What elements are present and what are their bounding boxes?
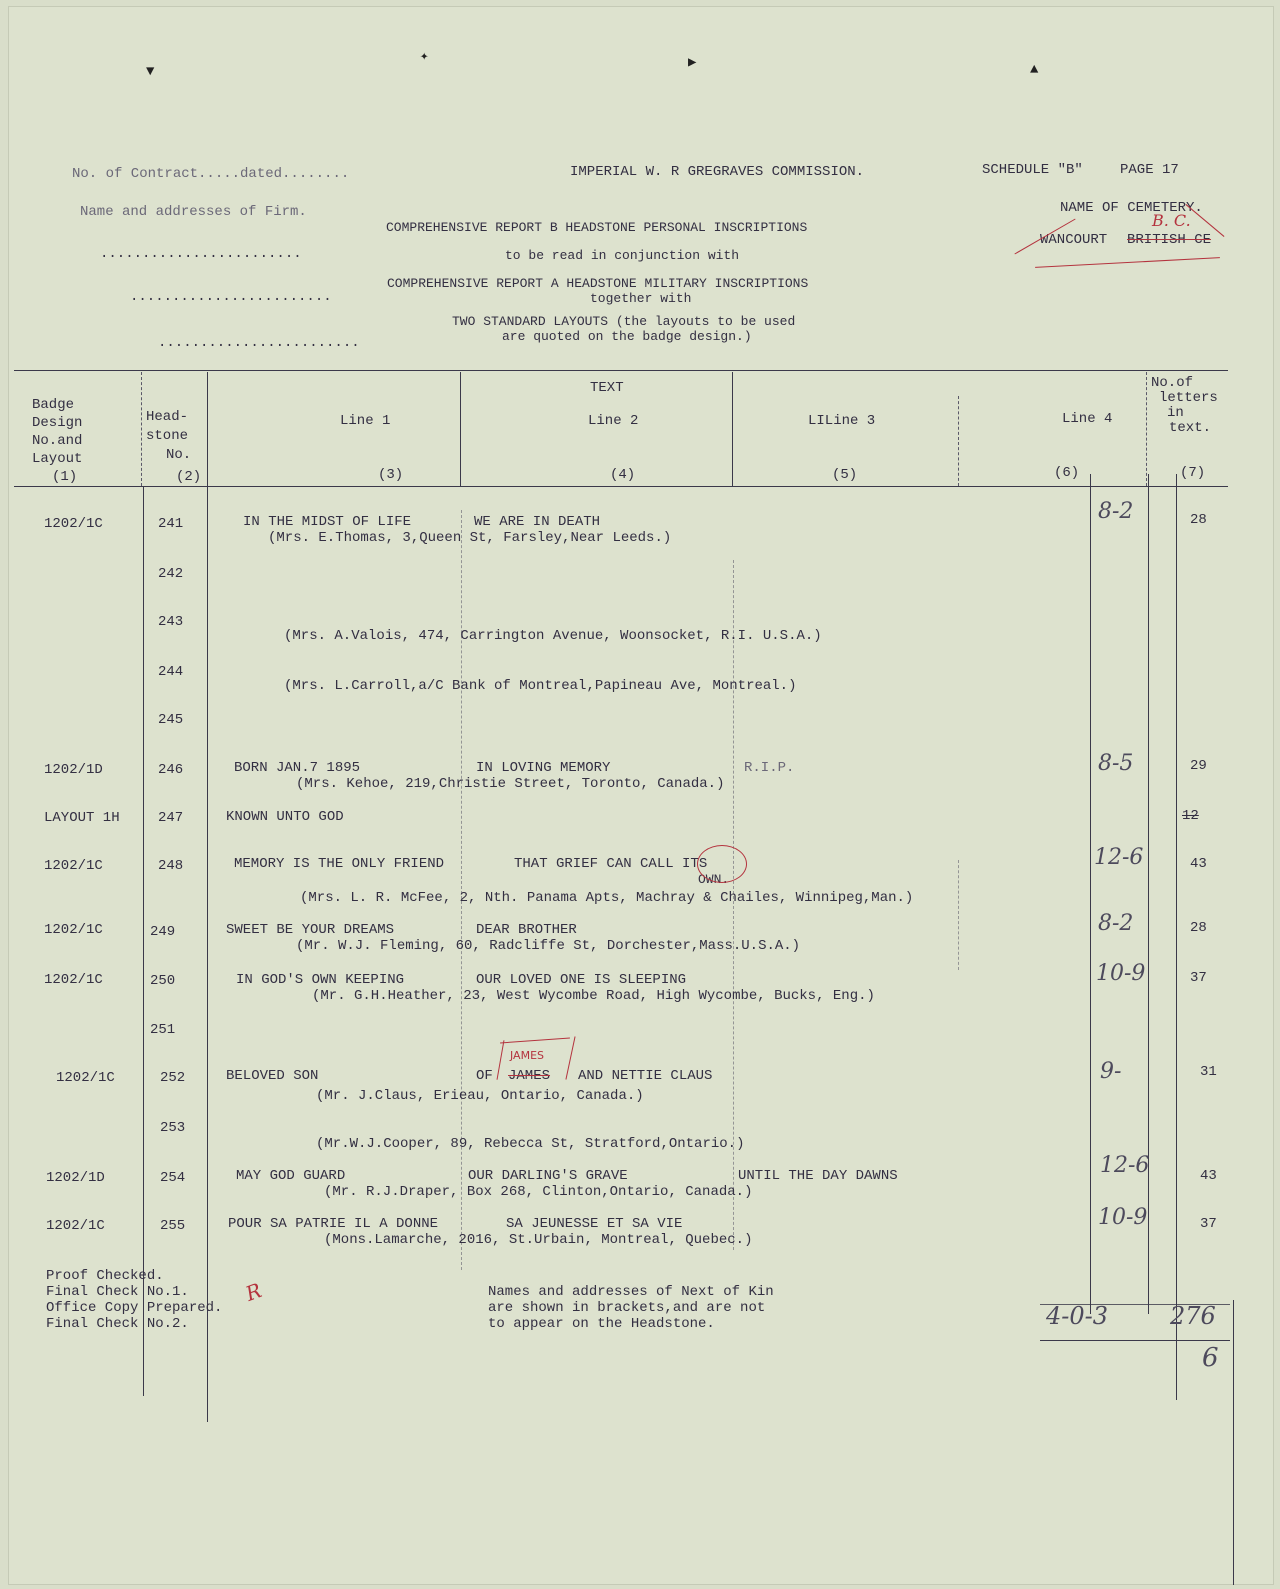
inscription-line1: MAY GOD GUARD — [236, 1168, 346, 1184]
inscription-line1: IN GOD'S OWN KEEPING — [236, 972, 405, 988]
badge-design: 1202/1D — [46, 1170, 105, 1186]
col-divider — [1176, 474, 1177, 1400]
letter-count: 37 — [1190, 970, 1207, 986]
inscription-line2: AND NETTIE CLAUS — [578, 1068, 713, 1084]
inscription-line1: BELOVED SON — [226, 1068, 319, 1084]
inscription-line3: UNTIL THE DAY DAWNS — [738, 1168, 898, 1184]
handwritten-count: 8-5 — [1098, 751, 1134, 776]
headstone-number: 255 — [160, 1218, 186, 1234]
handwritten-count: 10-9 — [1098, 1205, 1148, 1230]
badge-design: 1202/1C — [46, 1218, 105, 1234]
badge-col-num: (1) — [52, 469, 78, 485]
headstone-number: 248 — [158, 858, 184, 874]
red-initials: R — [242, 1278, 265, 1306]
badge-design: LAYOUT 1H — [44, 810, 120, 826]
inscription-line1: POUR SA PATRIE IL A DONNE — [228, 1216, 439, 1232]
col-divider — [143, 486, 144, 1396]
letter-count: 37 — [1200, 1216, 1217, 1232]
headstone-number: 254 — [160, 1170, 186, 1186]
badge-design: 1202/1C — [44, 516, 103, 532]
headstone-number: 247 — [158, 810, 184, 826]
handwritten-count: 8-2 — [1098, 499, 1134, 524]
headstone-number: 245 — [158, 712, 184, 728]
cemetery-correction: B. C. — [1152, 211, 1191, 230]
layouts-note-2: are quoted on the badge design.) — [502, 329, 752, 344]
next-of-kin-address: (Mrs. E.Thomas, 3,Queen St, Farsley,Near Leeds.) — [268, 530, 672, 546]
inscription-line1: BORN JAN.7 1895 — [234, 760, 361, 776]
handwritten-extra: 6 — [1202, 1343, 1219, 1373]
col-divider — [1146, 372, 1147, 486]
inscription-line1: KNOWN UNTO GOD — [226, 809, 344, 825]
col-divider — [207, 372, 208, 1422]
line3-header: LILine 3 — [808, 413, 876, 429]
table-top-rule — [14, 370, 1228, 371]
handwritten-count: 12-6 — [1094, 845, 1144, 870]
headstone-number: 252 — [160, 1070, 186, 1086]
handwritten-count: 9- — [1100, 1059, 1122, 1084]
letter-count: 28 — [1190, 512, 1207, 528]
line3-col-num: (5) — [832, 467, 858, 483]
handwritten-count: 10-9 — [1096, 961, 1146, 986]
col-divider — [958, 396, 959, 486]
headstone-number: 246 — [158, 762, 184, 778]
total-rule — [1040, 1340, 1230, 1341]
headstone-number: 242 — [158, 566, 184, 582]
contract-line: No. of Contract.....dated........ — [72, 166, 350, 182]
line4-header: Line 4 — [1062, 411, 1113, 427]
letters-col-num: (7) — [1180, 465, 1206, 481]
inscription-line2: THAT GRIEF CAN CALL ITS — [514, 856, 708, 872]
badge-design: 1202/1D — [44, 762, 103, 778]
letter-count: 43 — [1190, 856, 1207, 872]
col-divider — [1148, 474, 1149, 1314]
headstone-number: 251 — [150, 1022, 176, 1038]
inscription-line2: OUR DARLING'S GRAVE — [468, 1168, 628, 1184]
next-of-kin-address: (Mrs. L.Carroll,a/C Bank of Montreal,Papineau Ave, Montreal.) — [284, 678, 797, 694]
headstone-col-num: (2) — [176, 469, 202, 485]
inscription-line1: MEMORY IS THE ONLY FRIEND — [234, 856, 445, 872]
next-of-kin-address: (Mr. J.Claus, Erieau, Ontario, Canada.) — [316, 1088, 644, 1104]
letter-count: 43 — [1200, 1168, 1217, 1184]
col-divider — [732, 372, 733, 486]
headstone-header: Head- stone No. — [146, 409, 192, 463]
col-divider — [958, 860, 959, 970]
report-b-title: COMPREHENSIVE REPORT B HEADSTONE PERSONAL INSCRIPTIONS — [386, 220, 808, 235]
punch-mark: ▲ — [1030, 62, 1039, 78]
handwritten-count: 8-2 — [1098, 911, 1134, 936]
inscription-line2: DEAR BROTHER — [476, 922, 577, 938]
inscription-line2: WE ARE IN DEATH — [474, 514, 601, 530]
total-letter-count: 276 — [1170, 1302, 1216, 1330]
badge-design: 1202/1C — [44, 858, 103, 874]
badge-design: 1202/1C — [56, 1070, 115, 1086]
inscription-line2: IN LOVING MEMORY — [476, 760, 611, 776]
letter-count: 12 — [1182, 808, 1199, 824]
line2-col-num: (4) — [610, 467, 636, 483]
next-of-kin-address: (Mr. G.H.Heather, 23, West Wycombe Road, High Wycombe, Bucks, Eng.) — [312, 988, 875, 1004]
inscription-line2: SA JEUNESSE ET SA VIE — [506, 1216, 683, 1232]
next-of-kin-address: (Mrs. A.Valois, 474, Carrington Avenue, Woonsocket, R.I. U.S.A.) — [284, 628, 822, 644]
headstone-number: 253 — [160, 1120, 186, 1136]
next-of-kin-address: (Mrs. Kehoe, 219,Christie Street, Toronto, Canada.) — [296, 776, 725, 792]
check-list: Proof Checked. Final Check No.1. Office Copy Prepared. Final Check No.2. — [46, 1268, 223, 1332]
page-number: PAGE 17 — [1120, 162, 1179, 178]
firm-dots-2: ........................ — [130, 289, 332, 305]
next-of-kin-address: (Mr. R.J.Draper, Box 268, Clinton,Ontario, Canada.) — [324, 1184, 753, 1200]
inscription-line2-prefix: OF — [476, 1068, 493, 1084]
text-header: TEXT — [590, 380, 624, 396]
inscription-line2-continued: OWN. — [698, 872, 730, 887]
headstone-number: 241 — [158, 516, 184, 532]
col-divider — [1233, 1300, 1234, 1585]
firm-dots-3: ........................ — [158, 335, 360, 351]
kin-note: Names and addresses of Next of Kin are shown in brackets,and are not to appear on the Headstone. — [488, 1284, 774, 1332]
headstone-number: 243 — [158, 614, 184, 630]
letters-header: No.of letters in text. — [1151, 375, 1218, 436]
punch-mark: ▶ — [688, 55, 697, 71]
next-of-kin-address: (Mr.W.J.Cooper, 89, Rebecca St, Stratford,Ontario.) — [316, 1136, 745, 1152]
table-header-rule — [14, 486, 1228, 487]
firm-dots-1: ........................ — [100, 246, 302, 262]
cemetery-name: WANCOURT — [1040, 232, 1108, 248]
next-of-kin-address: (Mr. W.J. Fleming, 60, Radcliffe St, Dorchester,Mass.U.S.A.) — [296, 938, 801, 954]
line1-header: Line 1 — [340, 413, 391, 429]
col-divider — [141, 372, 142, 486]
read-with: to be read in conjunction with — [505, 248, 740, 263]
handwritten-count: 12-6 — [1100, 1153, 1150, 1178]
handwritten-total: 4-0-3 — [1046, 1302, 1109, 1330]
inscription-line1: SWEET BE YOUR DREAMS — [226, 922, 395, 938]
line2-header: Line 2 — [588, 413, 639, 429]
cemetery-label: NAME OF CEMETERY. — [1060, 200, 1203, 216]
inscription-line2: OUR LOVED ONE IS SLEEPING — [476, 972, 687, 988]
headstone-number: 244 — [158, 664, 184, 680]
inscription-struck-word: JAMES — [508, 1068, 551, 1084]
badge-header: Badge Design No.and Layout — [32, 397, 83, 467]
letter-count: 31 — [1200, 1064, 1217, 1080]
headstone-number: 249 — [150, 924, 176, 940]
badge-design: 1202/1C — [44, 922, 103, 938]
firm-label: Name and addresses of Firm. — [80, 204, 307, 220]
together-with: together with — [590, 291, 692, 306]
schedule-label: SCHEDULE "B" — [982, 162, 1083, 178]
next-of-kin-address: (Mrs. L. R. McFee, 2, Nth. Panama Apts, Machray & Chailes, Winnipeg,Man.) — [300, 890, 914, 906]
report-a-title: COMPREHENSIVE REPORT A HEADSTONE MILITARY INSCRIPTIONS — [387, 276, 809, 291]
layouts-note-1: TWO STANDARD LAYOUTS (the layouts to be used — [452, 314, 796, 329]
headstone-number: 250 — [150, 973, 176, 989]
punch-mark: ✦ — [420, 49, 429, 65]
line1-col-num: (3) — [378, 467, 404, 483]
line4-col-num: (6) — [1054, 465, 1080, 481]
letter-count: 28 — [1190, 920, 1207, 936]
letter-count: 29 — [1190, 758, 1207, 774]
cemetery-struck: BRITISH CE — [1127, 232, 1212, 248]
inscription-line1: IN THE MIDST OF LIFE — [243, 514, 412, 530]
red-circle-annotation — [697, 845, 747, 883]
commission-title: IMPERIAL W. R GREGRAVES COMMISSION. — [570, 164, 865, 180]
next-of-kin-address: (Mons.Lamarche, 2016, St.Urbain, Montreal, Quebec.) — [324, 1232, 753, 1248]
inscription-line3: R.I.P. — [744, 760, 795, 776]
badge-design: 1202/1C — [44, 972, 103, 988]
col-divider — [460, 372, 461, 486]
inscription-correction: JAMES — [510, 1049, 544, 1062]
col-divider — [1090, 474, 1091, 1314]
punch-mark: ▼ — [146, 64, 155, 80]
